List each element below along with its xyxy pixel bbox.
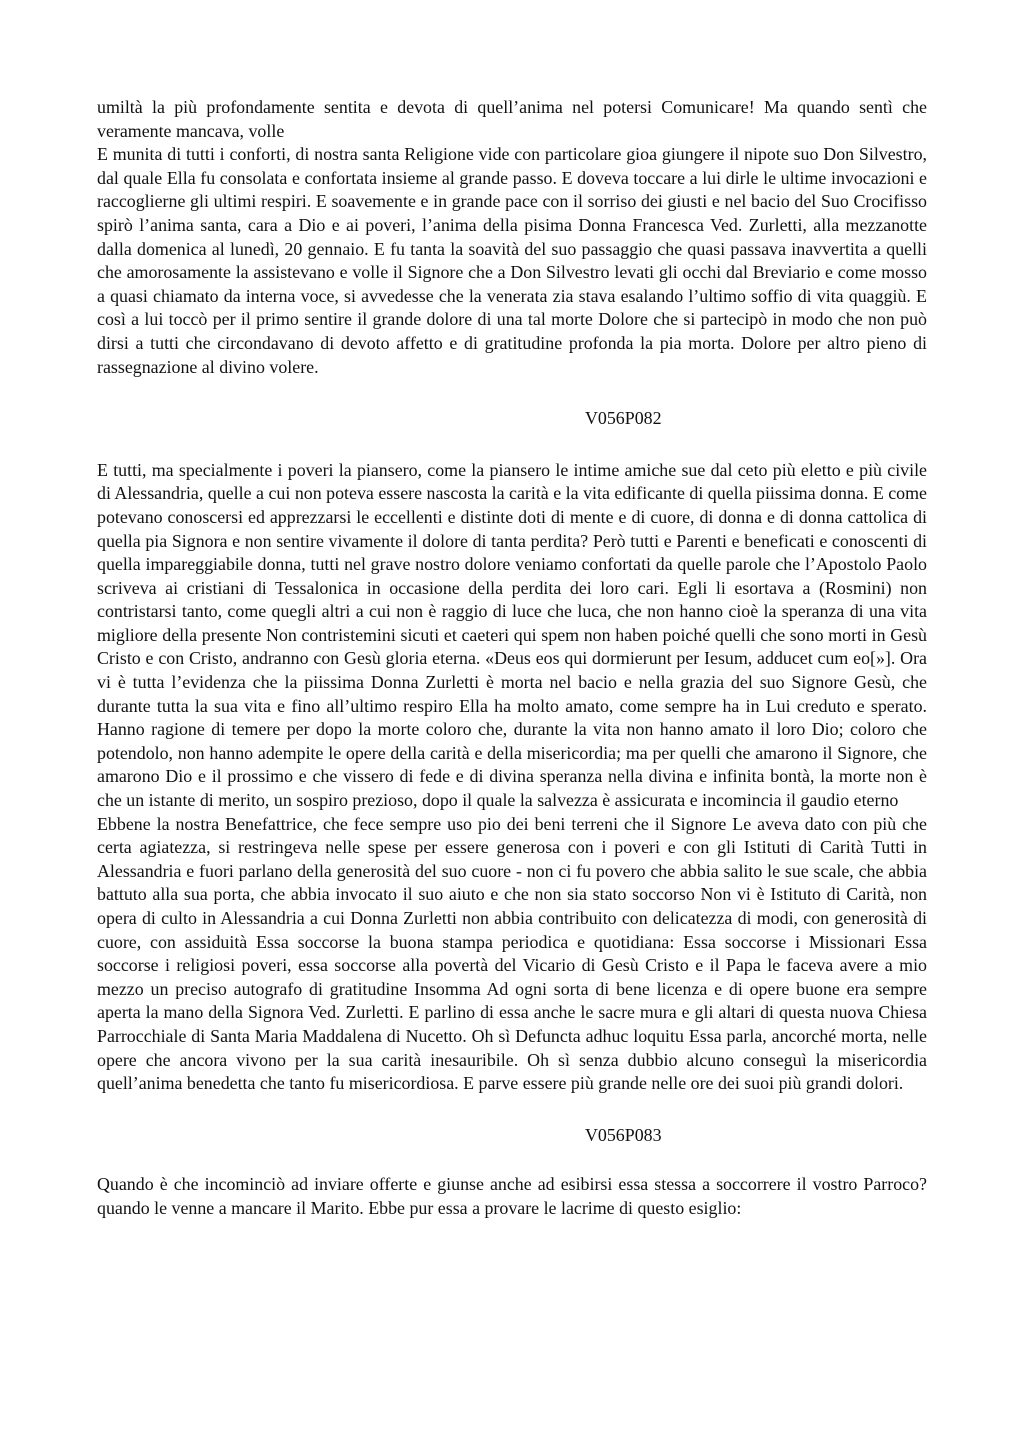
paragraph-death-account: E munita di tutti i conforti, di nostra santa Religione vide con particolare gioa giungere il nipote suo Don Silvestro, dal quale Ella fu consolata e confortata insieme al grande passo. E doveva toccare a lui dirle le ultime invocazioni e raccoglierne gli ultimi respiri. E soavemente e in grande pace con il sorriso dei giusti e nel bacio del Suo Crocifisso spirò l’anima santa, cara a Dio e ai poveri, l’anima della pisima Donna Francesca Ved. Zurletti, alla mezzanotte dalla domenica al lunedì, 20 gennaio. E fu tanta la soavità del suo passaggio che quasi passava inavvertita a quelli che amorosamente la assistevano e volle il Signore che a Don Silvestro levati gli occhi dal Breviario e come mosso a quasi chiamato da interna voce, si avvedesse che la venerata zia stava esalando l’ultimo soffio di vita quaggiù. E così a lui toccò per il primo sentire il grande dolore di una tal morte Dolore che si partecipò in modo che non può dirsi a tutti che circondavano di devoto affetto e di gratitudine profonda la pia morta. Dolore per altro pieno di rassegnazione al divino volere. — [97, 144, 927, 377]
paragraph-offerings: Quando è che incominciò ad inviare offerte e giunse anche ad esibirsi essa stessa a soccorrere il vostro Parroco? quando le venne a mancare il Marito. Ebbe pur essa a provare le lacrime di questo esiglio: — [97, 1174, 927, 1218]
paragraph-opening-fragment: umiltà la più profondamente sentita e devota di quell’anima nel potersi Comunicare! Ma quando sentì che veramente mancava, volle — [97, 97, 927, 141]
page-marker-v056p082: V056P082 — [585, 408, 662, 429]
paragraph-mourning: E tutti, ma specialmente i poveri la piansero, come la piansero le intime amiche sue dal ceto più eletto e più civile di Alessandria, quelle a cui non poteva essere nascosta la carità e la vita edificante di quella piissima donna. E come potevano conoscersi ed apprezzarsi le eccellenti e distinte doti di mente e di cuore, di donna e di donna cattolica di quella pia Signora e non sentire vivamente il dolore di tanta perdita? Però tutti e Parenti e beneficati e conoscenti di quella impareggiabile donna, tutti nel grave nostro dolore veniamo confortati da quelle parole che l’Apostolo Paolo scriveva ai cristiani di Tessalonica in occasione della perdita dei loro cari. Egli li esortava a (Rosmini) non contristarsi tanto, come quegli altri a cui non è raggio di luce che luca, che non hanno cioè la speranza di una vita migliore della presente Non contristemini sicuti et caeteri qui spem non haben poiché quelli che sono morti in Gesù Cristo e con Cristo, andranno con Gesù gloria eterna. «Deus eos qui dormierunt per Iesum, adducet cum eo[»]. Ora vi è tutta l’evidenza che la piissima Donna Zurletti è morta nel bacio e nella grazia del suo Signore Gesù, che durante tutta la sua vita e fino all’ultimo respiro Ella ha molto amato, come sempre ha in Lui creduto e sperato. Hanno ragione di temere per dopo la morte coloro che, durante la vita non hanno amato il loro Dio; coloro che potendolo, non hanno adempite le opere della carità e della misericordia; ma per quelli che amarono il Signore, che amarono Dio e il prossimo e che vissero di fede e di divina speranza nella divina e infinita bontà, la morte non è che un istante di merito, un sospiro prezioso, dopo il quale la salvezza è assicurata e incomincia il gaudio eterno — [97, 459, 927, 811]
document-page — [97, 96, 927, 1221]
paragraph-benefactress: Ebbene la nostra Benefattrice, che fece sempre uso pio dei beni terreni che il Signore Le aveva dato con più che certa agiatezza, si restringeva nelle spese per essere generosa con i poveri e con gli Istituti di Carità Tutti in Alessandria e fuori parlano della generosità del suo cuore - non ci fu povero che abbia salito le sue scale, che abbia battuto alla sua porta, che abbia invocato il suo aiuto e che non sia stato soccorso Non vi è Istituto di Carità, non opera di culto in Alessandria a cui Donna Zurletti non abbia contribuito con delicatezza di modi, con generosità di cuore, con assiduità Essa soccorse la buona stampa periodica e quotidiana: Essa soccorse i Missionari Essa soccorse i religiosi poveri, essa soccorse alla povertà del Vicario di Gesù Cristo e il Papa le faceva avere a mio mezzo un preciso autografo di gratitudine Insomma Ad ogni sorta di bene licenza e di opere buone era sempre aperta la mano della Signora Ved. Zurletti. E parlino di essa anche le sacre mura e gli altari di questa nuova Chiesa Parrocchiale di Santa Maria Maddalena di Nucetto. Oh sì Defuncta adhuc loquitu Essa parla, ancorché morta, nelle opere che ancora vivono per la sua carità inesauribile. Oh sì senza dubbio alcuno conseguì la misericordia quell’anima benedetta che tanto fu misericordiosa. E parve essere più grande nelle ore dei suoi più grandi dolori. — [97, 813, 927, 1094]
page-marker-v056p083: V056P083 — [585, 1124, 662, 1145]
